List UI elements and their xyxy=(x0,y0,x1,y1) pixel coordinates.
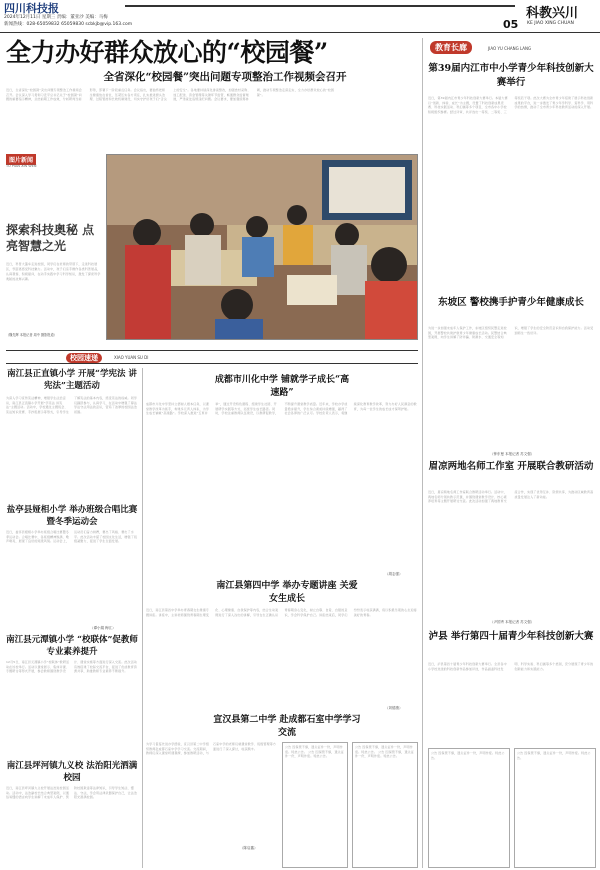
article-c1-byline: （胡志强） xyxy=(385,572,403,576)
article-c2-title: 南江县第四中学 举办专题讲座 关爱女生成长 xyxy=(216,581,358,604)
article-a2-body: 为进一步加强未成年人保护工作，东坡区组织民警走进校园，开展警校共建护航青少年健康成长活动。民警结合典型案例，向学生讲解了防诈骗、防溺水、交通安全等知识，增强了学生的安全防范意识和自我保护能力。活动受到师生一致好评。 xyxy=(428,326,594,340)
edu-label: 教育长廊 xyxy=(430,41,472,54)
photo-news-label: 图片新闻 xyxy=(6,154,36,165)
issue-date: 2024年12月11日 星期三 xyxy=(4,15,56,20)
lead-subtitle: 全省深化“校园餐”突出问题专项整治工作视频会召开 xyxy=(103,71,347,83)
article-a2-title: 东坡区 警校携手护青少年健康成长 xyxy=(438,297,584,308)
campus-label: 校园速递 xyxy=(66,353,102,363)
article-c3-title: 宣汉县第二中学 赴成都石室中学学习交流 xyxy=(213,715,361,738)
photo-news-byline: （魏先辉 本报记者 周中 摄影报道） xyxy=(6,333,57,337)
campus-banner xyxy=(6,350,418,364)
news-photo xyxy=(106,154,418,340)
editor: 责编：董亚沙 xyxy=(56,15,84,20)
photo-news-caption: 近日，科普大篷车走进校园，同学们在老师的带领下，走进科技展区，零距离感受科技魅力。活动中，孩子们亲手操作各类科普展品，认真观察、积极提问，在动手实践中学习科学知识，激发了探索科学奥秘的浓厚兴趣。 xyxy=(6,262,101,281)
notice-box-3: 公告 因保管不慎，遗失证件一份，声明作废。特此公告。 xyxy=(428,748,510,868)
photo-news-label-en: TU PIAN XIN WEN xyxy=(6,164,37,168)
article-a3-byline: （尹国秀 本报记者 苏文强） xyxy=(490,620,535,624)
article-c2-body: 近日，南江县第四中学举办青春期女生健康专题讲座。讲座中，主讲老师围绕青春期生理变化、心理健康、自我保护等内容，结合生动案例进行了深入浅出的讲解，引导女生正确认识青春期身心变化，树立自尊、自爱、自强的意识，学会科学保护自己。讲座结束后，同学们纷纷表示收获满满，将以积极乐观的心态迎接美好的青春。 xyxy=(146,608,417,617)
article-b3-title: 南江县元潭镇小学 “校联体”促教师专业素养提升 xyxy=(6,635,138,657)
section-title: 科教兴川 xyxy=(526,6,579,21)
article-b1-body: 为深入学习宣传宪法精神，增强学生法治意识，南江县正直镇小学开展“学宪法 讲宪法”主题活动。活动中，学校通过主题班会、宪法知识竞赛、手抄报展示等形式，引导学生了解宪法的基本内容，感受宪法的权威。同学们踊跃参与，认真学习，在活动中增强了尊法学法守法用法的意识，营造了浓厚的校园法治氛围。 xyxy=(6,396,138,414)
campus-label-en: XIAO YUAN SU DI xyxy=(114,355,149,360)
article-b3-body: 12月5日，南江县元潭镇小学“校联体”教研活动在该校举行。活动以课堂展示、集体评课、专题研讨等形式开展，参会教师围绕教学设计、课堂实施等方面进行深入交流。此次活动有效搭建了校际交流平台，促进了优质教育资源共享，助推教师专业素养不断提升。 xyxy=(6,660,138,674)
article-c1-title: 成都市川化中学 铺就学子成长“高速路” xyxy=(214,375,350,398)
edu-banner xyxy=(426,40,598,56)
article-a1-body: 近日，第39届内江市青少年科技创新大赛举行。本届大赛以“创新、体验、成长”为主题，设置了科技创新成果竞赛、科技实践活动、科幻画等多个项目，全市各中小学校积极组织参赛。经过评审，共评选出一等奖、二等奖、三等奖若干项。此次大赛为全市青少年搭建了展示科技创新成果的平台，进一步激发了青少年学科学、爱科学、用科学的热情，推动了全市青少年科技教育活动的深入开展。 xyxy=(428,96,594,114)
notice-box-4: 公告 因保管不慎，遗失证件一份，声明作废。特此公告。 xyxy=(514,748,596,868)
article-a3-body: 近日，眉凉两地名师工作室联合教研活动举行。活动中，两地名师分别执教示范课，并围绕课堂教学设计、核心素养培育等主题开展研讨交流。此次活动加强了两地教育交流合作，实现了优势互补、资源共享，为推动区域教育高质量发展注入了新动能。 xyxy=(428,490,594,504)
photo-news-block xyxy=(6,152,418,348)
article-b2-title: 盐亭县娅相小学 举办班级合唱比赛暨冬季运动会 xyxy=(6,505,138,527)
article-c3-body: 为学习借鉴先进办学经验，宣汉县第二中学组织教师赴成都石室中学学习交流。交流期间，教师们深入课堂听课观摩，参加教研活动，与石室中学的老师们就课堂教学、班级管理等方面进行了深入探讨，收获颇丰。 xyxy=(146,742,276,756)
section-title-en: KE JIAO XING CHUAN xyxy=(527,21,574,26)
article-a2-byline: （钟东曼 本报记者 苏文强） xyxy=(490,452,535,456)
article-c3-byline: （陈启鑫） xyxy=(240,846,258,850)
article-c2-byline: （刘德康） xyxy=(385,706,403,710)
article-a3-title: 眉凉两地名师工作室 开展联合教研活动 xyxy=(428,461,594,472)
page-number: 05 xyxy=(503,18,519,31)
article-a4-title: 泸县 举行第四十届青少年科技创新大赛 xyxy=(428,631,594,642)
article-b2-body: 近日，盐亭县娅相小学举办班级合唱比赛暨冬季运动会。合唱比赛中，各班级精神饱满、歌声嘹亮，展现了良好的班级风貌。运动会上，运动员们奋力拼搏，赛出了风格、赛出了水平。此次活动丰富了校园文化生活，增强了班级凝聚力，促进了学生全面发展。 xyxy=(6,530,138,544)
article-b4-title: 南江县坪河镇九义校 法治阳光洒满校园 xyxy=(6,761,138,783)
designer: 美编：马梅 xyxy=(85,15,108,20)
article-b1-title: 南江县正直镇小学 开展“学宪法 讲宪法”主题活动 xyxy=(7,369,137,391)
lead-body: 近日，全省深化“校园餐”突出问题专项整治工作视频会召开。会议深入学习贯彻习近平总书记关于“校园餐”问题的重要指示精神，总结前期工作成效，分析研判当前形势，部署下一阶段重点任务。会议指出，要始终把师生健康放在首位，压紧压实各方责任，扎实推进源头治理、过程管控和长效机制建设，切实守护好孩子们“舌尖上的安全”。各地要持续深化排查整改，加强食材采购、加工配送、资金管理等关键环节监管，畅通群众监督渠道，严肃查处违规违纪问题。会议要求，要加强统筹协调，推动专项整治走深走实，全力办好群众放心的“校园餐”。 xyxy=(6,88,335,102)
article-c1-body: 成都市川化中学坚持立德树人根本任务，以课堂教学改革为抓手，构建多元育人体系，为学生成长铺就“高速路”。学校深入推进“五育并举”，通过开设特色课程、组建学生社团、开展研学实践等方式，拓宽学生成长路径。同时，学校注重教师队伍建设，以教研促教学，不断提升课堂教学质量。近年来，学校办学质量稳步提升，学生综合素质持续增强，赢得了社会各界的广泛认可。学校负责人表示，将继续深化教育教学改革，努力办好人民满意的教育，为每一位学生的成长成才保驾护航。 xyxy=(146,402,417,416)
edu-label-en: JIAO YU CHANG LANG xyxy=(488,46,532,51)
article-b2-byline: （谭小娟 梅江） xyxy=(90,626,116,630)
contact-email: 65059830 scbkjb@vip.163.com xyxy=(61,22,133,27)
article-a1-title: 第39届内江市中小学青少年科技创新大赛举行 xyxy=(428,63,594,88)
article-a4-body: 近日，泸县第四十届青少年科技创新大赛举行。全县各中小学校选送的科技创新作品参加评选，作品涵盖科技发明、科学实验、科幻画等多个类别，充分展现了青少年的创新能力和实践能力。 xyxy=(428,662,594,671)
notice-box-2: 公告 因保管不慎，遗失证件一份，声明作废。特此公告。 公告 因保管不慎，遗失证件一份，声明作废。特此公告。 xyxy=(352,742,418,868)
news-hotline: 新闻热线：028-65059832 xyxy=(4,22,60,27)
article-b4-body: 近日，南江县坪河镇九义校开展法治进校园活动。活动中，法治副校长结合典型案例，以通俗易懂的语言向学生讲解了未成年人保护、预防校园欺凌等法律知识，引导学生知法、懂法、守法，学会用法律武器保护自己，让法治阳光洒满校园。 xyxy=(6,786,138,800)
masthead xyxy=(0,0,600,34)
lead-title: 全力办好群众放心的“校园餐” xyxy=(6,38,328,67)
newspaper-logo: 四川科技报 xyxy=(4,2,59,15)
notice-box-1: 公告 因保管不慎，遗失证件一份，声明作废。特此公告。 公告 因保管不慎，遗失证件一份，声明作废。特此公告。 xyxy=(282,742,348,868)
photo-news-title: 探索科技奥秘 点亮智慧之光 xyxy=(6,223,95,253)
